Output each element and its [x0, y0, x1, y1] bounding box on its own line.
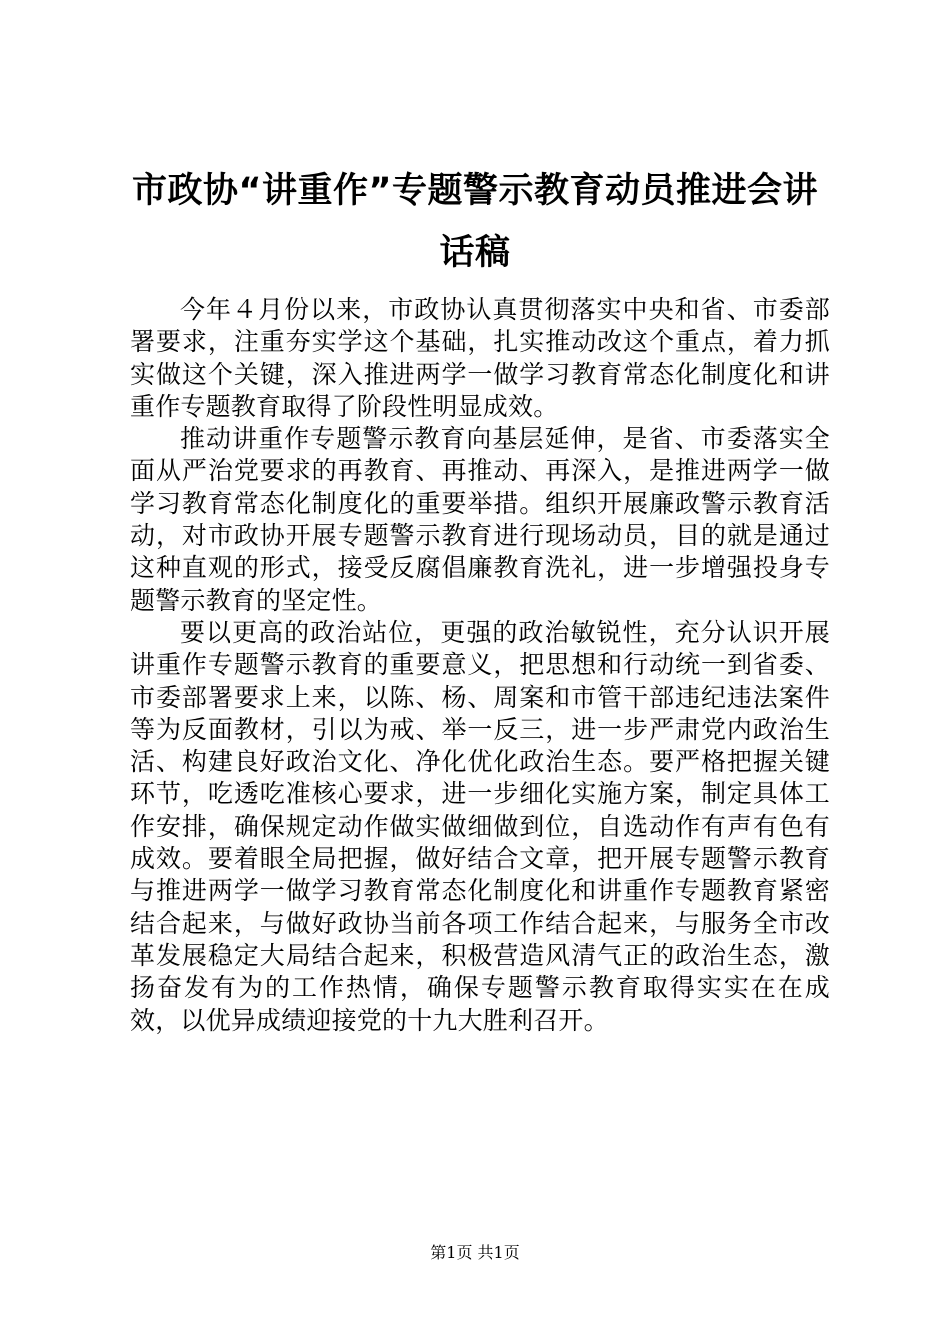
document-title: 市政协“讲重作”专题警示教育动员推进会讲话稿 — [131, 171, 818, 273]
paragraph-1: 今年４月份以来，市政协认真贯彻落实中央和省、市委部署要求，注重夯实学这个基础，扎实推动改这个重点，着力抓实做这个关键，深入推进两学一做学习教育常态化制度化和讲重作专题教育取得了阶段性明显成效。 — [130, 295, 830, 421]
document-body — [130, 294, 830, 1037]
page-footer: 第1页 共1页 — [430, 1243, 520, 1262]
paragraph-2: 推动讲重作专题警示教育向基层延伸，是省、市委落实全面从严治党要求的再教育、再推动、再深入，是推进两学一做学习教育常态化制度化的重要举措。组织开展廉政警示教育活动，对市政协开展专题警示教育进行现场动员，目的就是通过这种直观的形式，接受反腐倡廉教育洗礼，进一步增强投身专题警示教育的坚定性。 — [130, 424, 830, 615]
paragraph-3: 要以更高的政治站位，更强的政治敏锐性，充分认识开展讲重作专题警示教育的重要意义，把思想和行动统一到省委、市委部署要求上来，以陈、杨、周案和市管干部违纪违法案件等为反面教材，引以为戒、举一反三，进一步严肃党内政治生活、构建良好政治文化、净化优化政治生态。要严格把握关键环节，吃透吃准核心要求，进一步细化实施方案，制定具体工作安排，确保规定动作做实做细做到位，自选动作有声有色有成效。要着眼全局把握，做好结合文章，把开展专题警示教育与推进两学一做学习教育常态化制度化和讲重作专题教育紧密结合起来，与做好政协当前各项工作结合起来，与服务全市改革发展稳定大局结合起来，积极营造风清气正的政治生态，激扬奋发有为的工作热情，确保专题警示教育取得实实在在成效，以优异成绩迎接党的十九大胜利召开。 — [130, 617, 830, 1035]
